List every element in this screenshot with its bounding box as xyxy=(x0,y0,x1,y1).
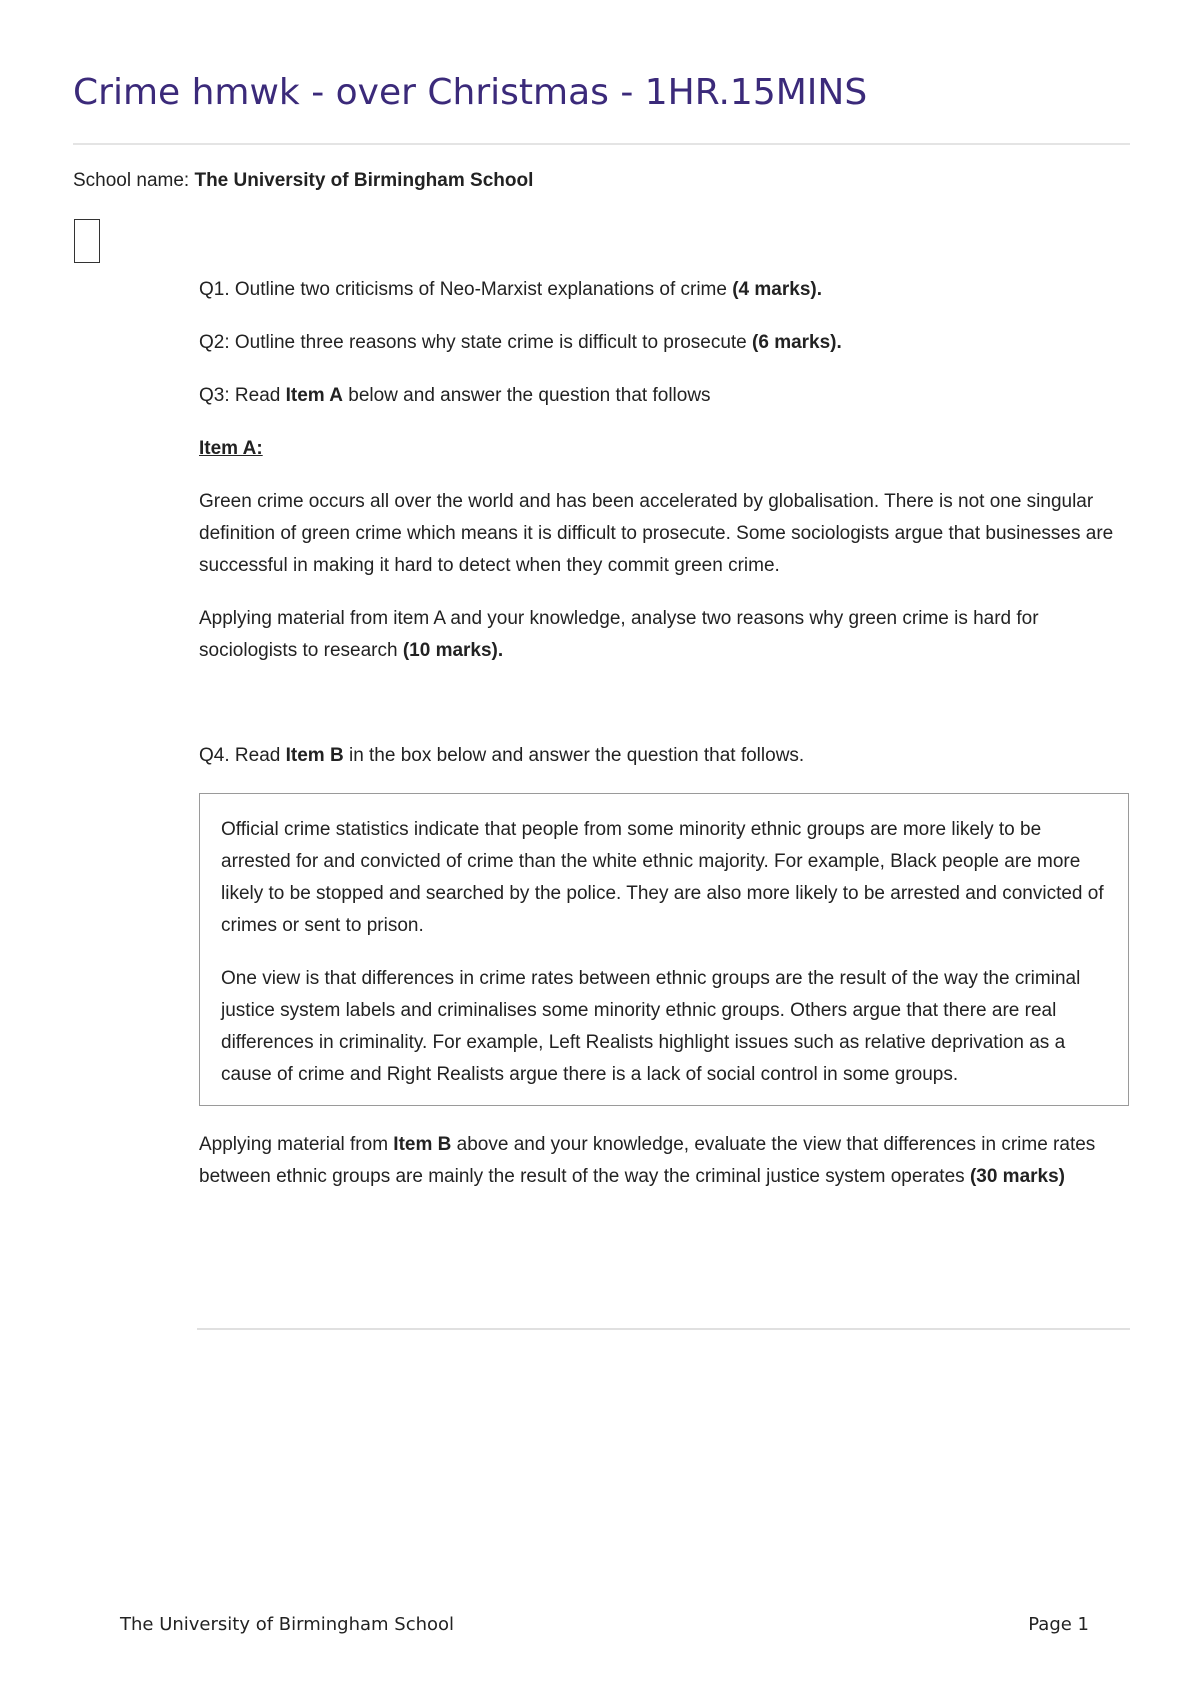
question-2-marks: (6 marks). xyxy=(752,332,842,353)
question-2-text: Q2: Outline three reasons why state crime is difficult to prosecute xyxy=(199,332,753,353)
item-a-heading-para xyxy=(199,433,1129,465)
footer-page-number: Page 1 xyxy=(1028,1614,1089,1635)
school-name-line xyxy=(73,170,533,192)
question-3-task-text: Applying material from item A and your knowledge, analyse two reasons why green crime is hard for sociologists to research xyxy=(199,608,1039,661)
content-divider xyxy=(197,1328,1130,1330)
item-a-text: Green crime occurs all over the world and has been accelerated by globalisation. There is not one singular definition of green crime which means it is difficult to prosecute. Some sociologists argue that businesses are successful in making it hard to detect when they commit green crime. xyxy=(199,491,1114,576)
footer-school-name: The University of Birmingham School xyxy=(120,1614,455,1635)
question-4-item-ref: Item B xyxy=(285,745,344,766)
page-title: Crime hmwk - over Christmas - 1HR.15MINS xyxy=(73,72,868,113)
question-4-task-prefix: Applying material from xyxy=(199,1134,394,1155)
question-3 xyxy=(199,380,1129,412)
question-2 xyxy=(199,327,1129,359)
question-4-task-item-ref: Item B xyxy=(393,1134,452,1155)
school-name-value: The University of Birmingham School xyxy=(194,170,534,191)
question-1 xyxy=(199,274,1129,306)
item-b-box xyxy=(199,793,1129,1106)
question-4-prefix: Q4. Read xyxy=(199,745,286,766)
question-3-item-ref: Item A xyxy=(285,385,343,406)
item-b-paragraph-1: Official crime statistics indicate that people from some minority ethnic groups are more likely to be arrested for and convicted of crime than the white ethnic majority. For example, Black people are more likely to be stopped and searched by the police. They are also more likely to be arrested and convicted of crimes or sent to prison. xyxy=(221,819,1104,936)
question-4-task-suffix: above and your knowledge, evaluate the view that differences in crime rates between ethnic groups are mainly the result of the way the criminal justice system operates xyxy=(199,1134,1096,1187)
spacer xyxy=(199,688,1129,740)
question-4-task xyxy=(199,1129,1129,1193)
question-3-task xyxy=(199,603,1129,667)
question-4-suffix: in the box below and answer the question that follows. xyxy=(343,745,805,766)
item-b-paragraph-2: One view is that differences in crime rates between ethnic groups are the result of the way the criminal justice system labels and criminalises some minority ethnic groups. Others argue that there are real differences in criminality. For example, Left Realists highlight issues such as relative deprivation as a cause of crime and Right Realists argue there is a lack of social control in some groups. xyxy=(221,968,1081,1085)
question-1-text: Q1. Outline two criticisms of Neo-Marxist explanations of crime xyxy=(199,279,733,300)
question-1-marks: (4 marks). xyxy=(732,279,823,300)
missing-glyph-box-icon xyxy=(74,219,100,263)
questions-section xyxy=(199,274,1129,1214)
question-4-marks: (30 marks) xyxy=(969,1166,1065,1187)
question-3-suffix: below and answer the question that follows xyxy=(342,385,711,406)
question-3-marks: (10 marks). xyxy=(402,640,504,661)
question-3-prefix: Q3: Read xyxy=(199,385,286,406)
question-4 xyxy=(199,740,1129,772)
school-name-label: School name: xyxy=(73,170,195,191)
item-a-heading: Item A: xyxy=(199,438,263,459)
header-divider xyxy=(73,143,1130,145)
